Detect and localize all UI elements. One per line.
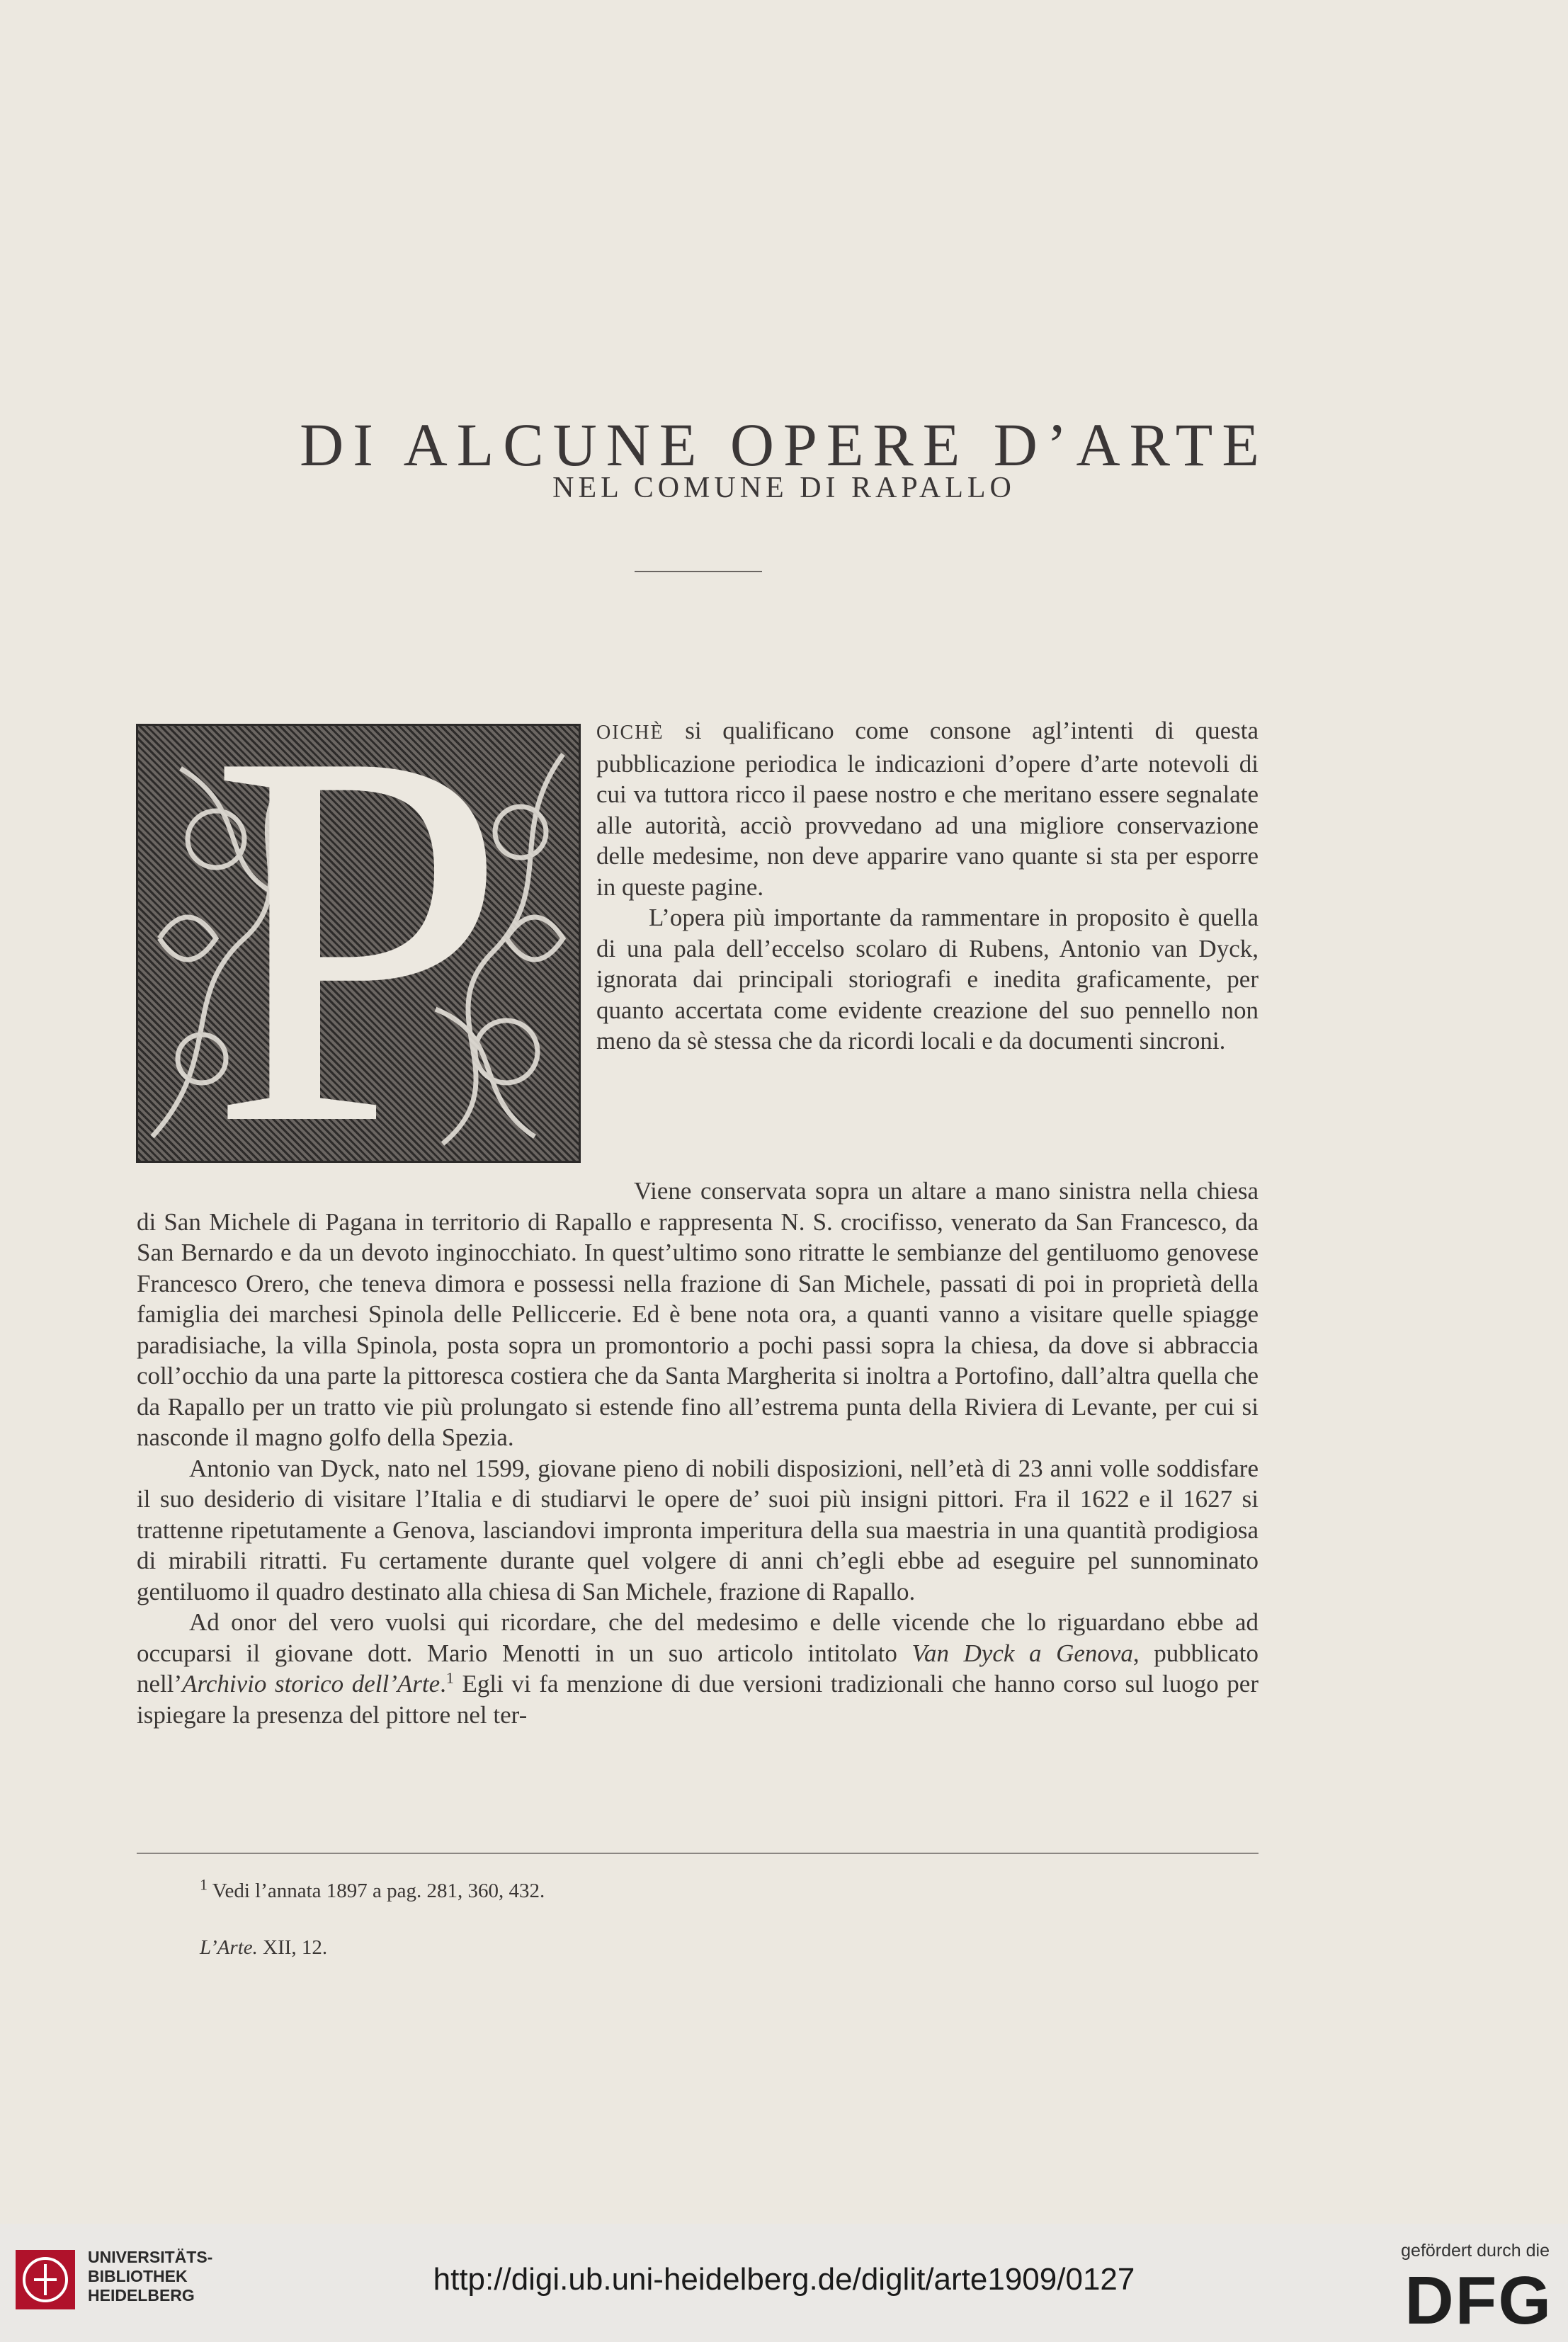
paragraph: OICHÈ si qualificano come consone agl’intenti di questa pubblicazione periodica le indicazioni d’opere d’arte notevoli di cui va tuttora ricco il paese nostro e che meritano essere segnalate alle autorità, acciò provvedano ad una migliore conservazione delle medesime, non deve apparire vano quante si sta per esporre in queste pagine. xyxy=(596,717,1259,901)
running-footer: L’Arte. XII, 12. xyxy=(200,1936,328,1959)
paragraph: L’opera più importante da rammentare in proposito è quella di una pala dell’eccelso scolaro di Rubens, Antonio van Dyck, ignorata dai principali storiografi e inedita graficamente, per quanto accertata come evidente creazione del suo pennello non meno da sè stessa che da ricordi locali e da documenti sincroni. xyxy=(596,904,1259,1055)
funding-label: gefördert durch die xyxy=(1401,2241,1550,2261)
intro-column xyxy=(596,715,1259,1057)
article-title: DI ALCUNE OPERE D’ARTE xyxy=(300,410,1268,479)
body-text xyxy=(137,1176,1259,1730)
footnote-ref: 1 xyxy=(445,1669,454,1687)
dfg-logo: DFG xyxy=(1404,2263,1552,2338)
lead-smallcaps: OICHÈ xyxy=(596,722,664,744)
ornamental-initial xyxy=(136,724,581,1163)
title-divider xyxy=(635,571,762,572)
paragraph: Antonio van Dyck, nato nel 1599, giovane pieno di nobili disposizioni, nell’età di 23 anni volle soddisfare il suo desiderio di visitare l’Italia e di studiarvi le opere de’ suoi più insigni pittori. Fra il 1622 e il 1627 si trattenne ripetutamente a Genova, lasciandovi impronta imperitura della sua maestria in una quantità prodigiosa di mirabili ritratti. Fu certamente durante quel volgere di anni ch’egli ebbe ad eseguire pel sunnominato gentiluomo il quadro destinato alla chiesa di San Michele, frazione di Rapallo. xyxy=(137,1454,1259,1605)
footnote: $^1$ Vedi l’annata 1897 a pag. 281, 360, 432. xyxy=(200,1875,545,1902)
footnote-divider xyxy=(137,1853,1259,1854)
initial-letter: P xyxy=(208,724,509,1163)
paragraph: Ad onor del vero vuolsi qui ricordare, che del medesimo e delle vicende che lo riguardano ebbe ad occuparsi il giovane dott. Mario Menotti in un suo articolo intitolato Van Dyck a Genova, pubblicato nell’Archivio storico dell’Arte.$^1$ Egli vi fa menzione di due versioni tradizionali che hanno corso sul luogo per ispiegare la presenza del pittore nel ter- xyxy=(137,1608,1259,1729)
cited-journal: Archivio storico dell’Arte xyxy=(182,1670,441,1698)
paragraph: Viene conservata sopra un altare a mano sinistra nella chiesa di San Michele di Pagana in territorio di Rapallo e rappresenta N. S. crocifisso, venerato da San Francesco, da San Bernardo e da un devoto inginocchiato. In quest’ultimo sono ritratte le sembianze del gentiluomo genovese Francesco Orero, che teneva dimora e possessi nella frazione di San Michele, passati di poi in proprietà della famiglia dei marchesi Spinola delle Pelliccerie. Ed è bene nota ora, a quanti vanno a visitare quelle spiagge paradisiache, la villa Spinola, posta sopra un promontorio a pochi passi sopra la chiesa, da dove si abbraccia coll’occhio da una parte la pittoresca costiera che da Santa Margherita si inoltra a Portofino, dall’altra quella che da Rapallo per un tratto vie più prolungato si estende fino all’estrema punta della Riviera di Levante, per cui si nasconde il magno golfo della Spezia. xyxy=(137,1177,1259,1451)
article-subtitle: NEL COMUNE DI RAPALLO xyxy=(552,472,1016,504)
cited-title: Van Dyck a Genova xyxy=(911,1639,1133,1667)
permalink-url[interactable]: http://digi.ub.uni-heidelberg.de/diglit/arte1909/0127 xyxy=(433,2262,1135,2297)
university-label: UNIVERSITÄTS- BIBLIOTHEK HEIDELBERG xyxy=(88,2248,213,2304)
